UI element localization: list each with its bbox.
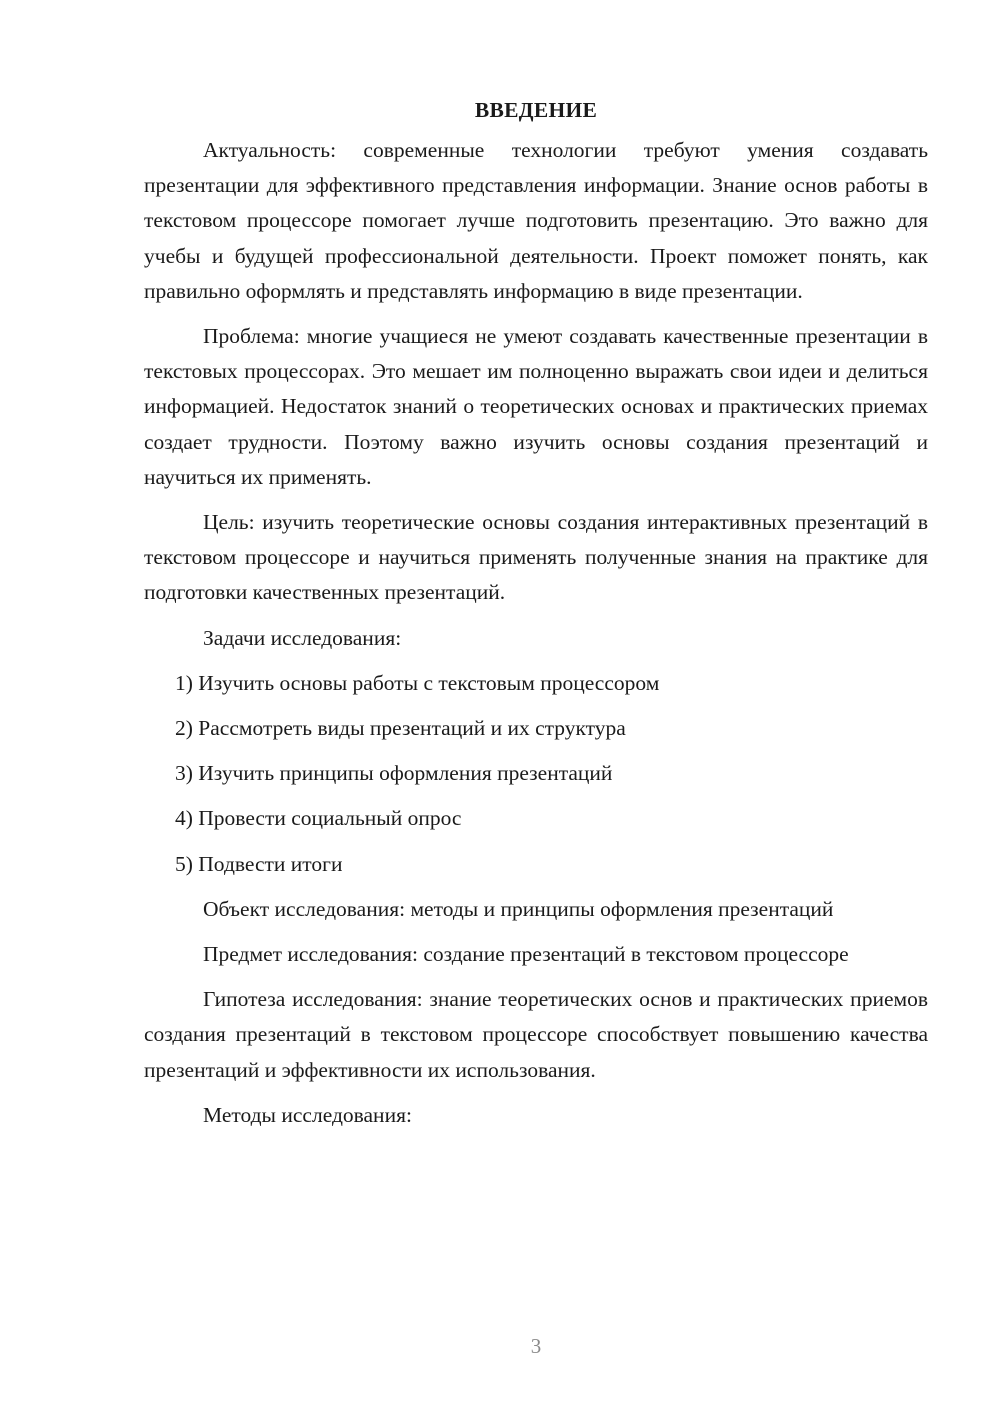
hypothesis-paragraph: Гипотеза исследования: знание теоретических основ и практических приемов создания презентаций в текстовом процессоре способствует повышению качества презентаций и эффективности их использования. — [144, 987, 928, 1082]
list-item: 5) Подвести итоги — [175, 851, 343, 876]
list-item: 2) Рассмотреть виды презентаций и их структура — [175, 716, 626, 741]
document-page — [144, 93, 928, 1143]
relevance-paragraph: Актуальность: современные технологии требуют умения создавать презентации для эффективного представления информации. Знание основ работы в текстовом процессоре помогает лучше подготовить презентацию. Это важно для учебы и будущей профессиональной деятельности. Проект поможет понять, как правильно оформлять и представлять информацию в виде презентации. — [144, 138, 928, 303]
methods-label: Методы исследования: — [203, 1102, 412, 1127]
list-item: 1) Изучить основы работы с текстовым процессором — [175, 670, 660, 695]
object-paragraph: Объект исследования: методы и принципы оформления презентаций — [203, 896, 834, 921]
tasks-list — [144, 666, 928, 882]
section-heading: ВВЕДЕНИЕ — [474, 98, 598, 122]
problem-paragraph: Проблема: многие учащиеся не умеют создавать качественные презентации в текстовых процессорах. Это мешает им полноценно выражать свои идеи и делиться информацией. Недостаток знаний о теоретических основах и практических приемах создает трудности. Поэтому важно изучить основы создания презентаций и научиться их применять. — [144, 324, 928, 489]
page-number: 3 — [530, 1334, 542, 1358]
tasks-label: Задачи исследования: — [203, 625, 402, 650]
goal-paragraph: Цель: изучить теоретические основы создания интерактивных презентаций в текстовом процессоре и научиться применять полученные знания на практике для подготовки качественных презентаций. — [144, 510, 928, 605]
subject-paragraph: Предмет исследования: создание презентаций в текстовом процессоре — [203, 942, 849, 967]
list-item: 3) Изучить принципы оформления презентаций — [175, 761, 613, 786]
list-item: 4) Провести социальный опрос — [175, 806, 462, 831]
